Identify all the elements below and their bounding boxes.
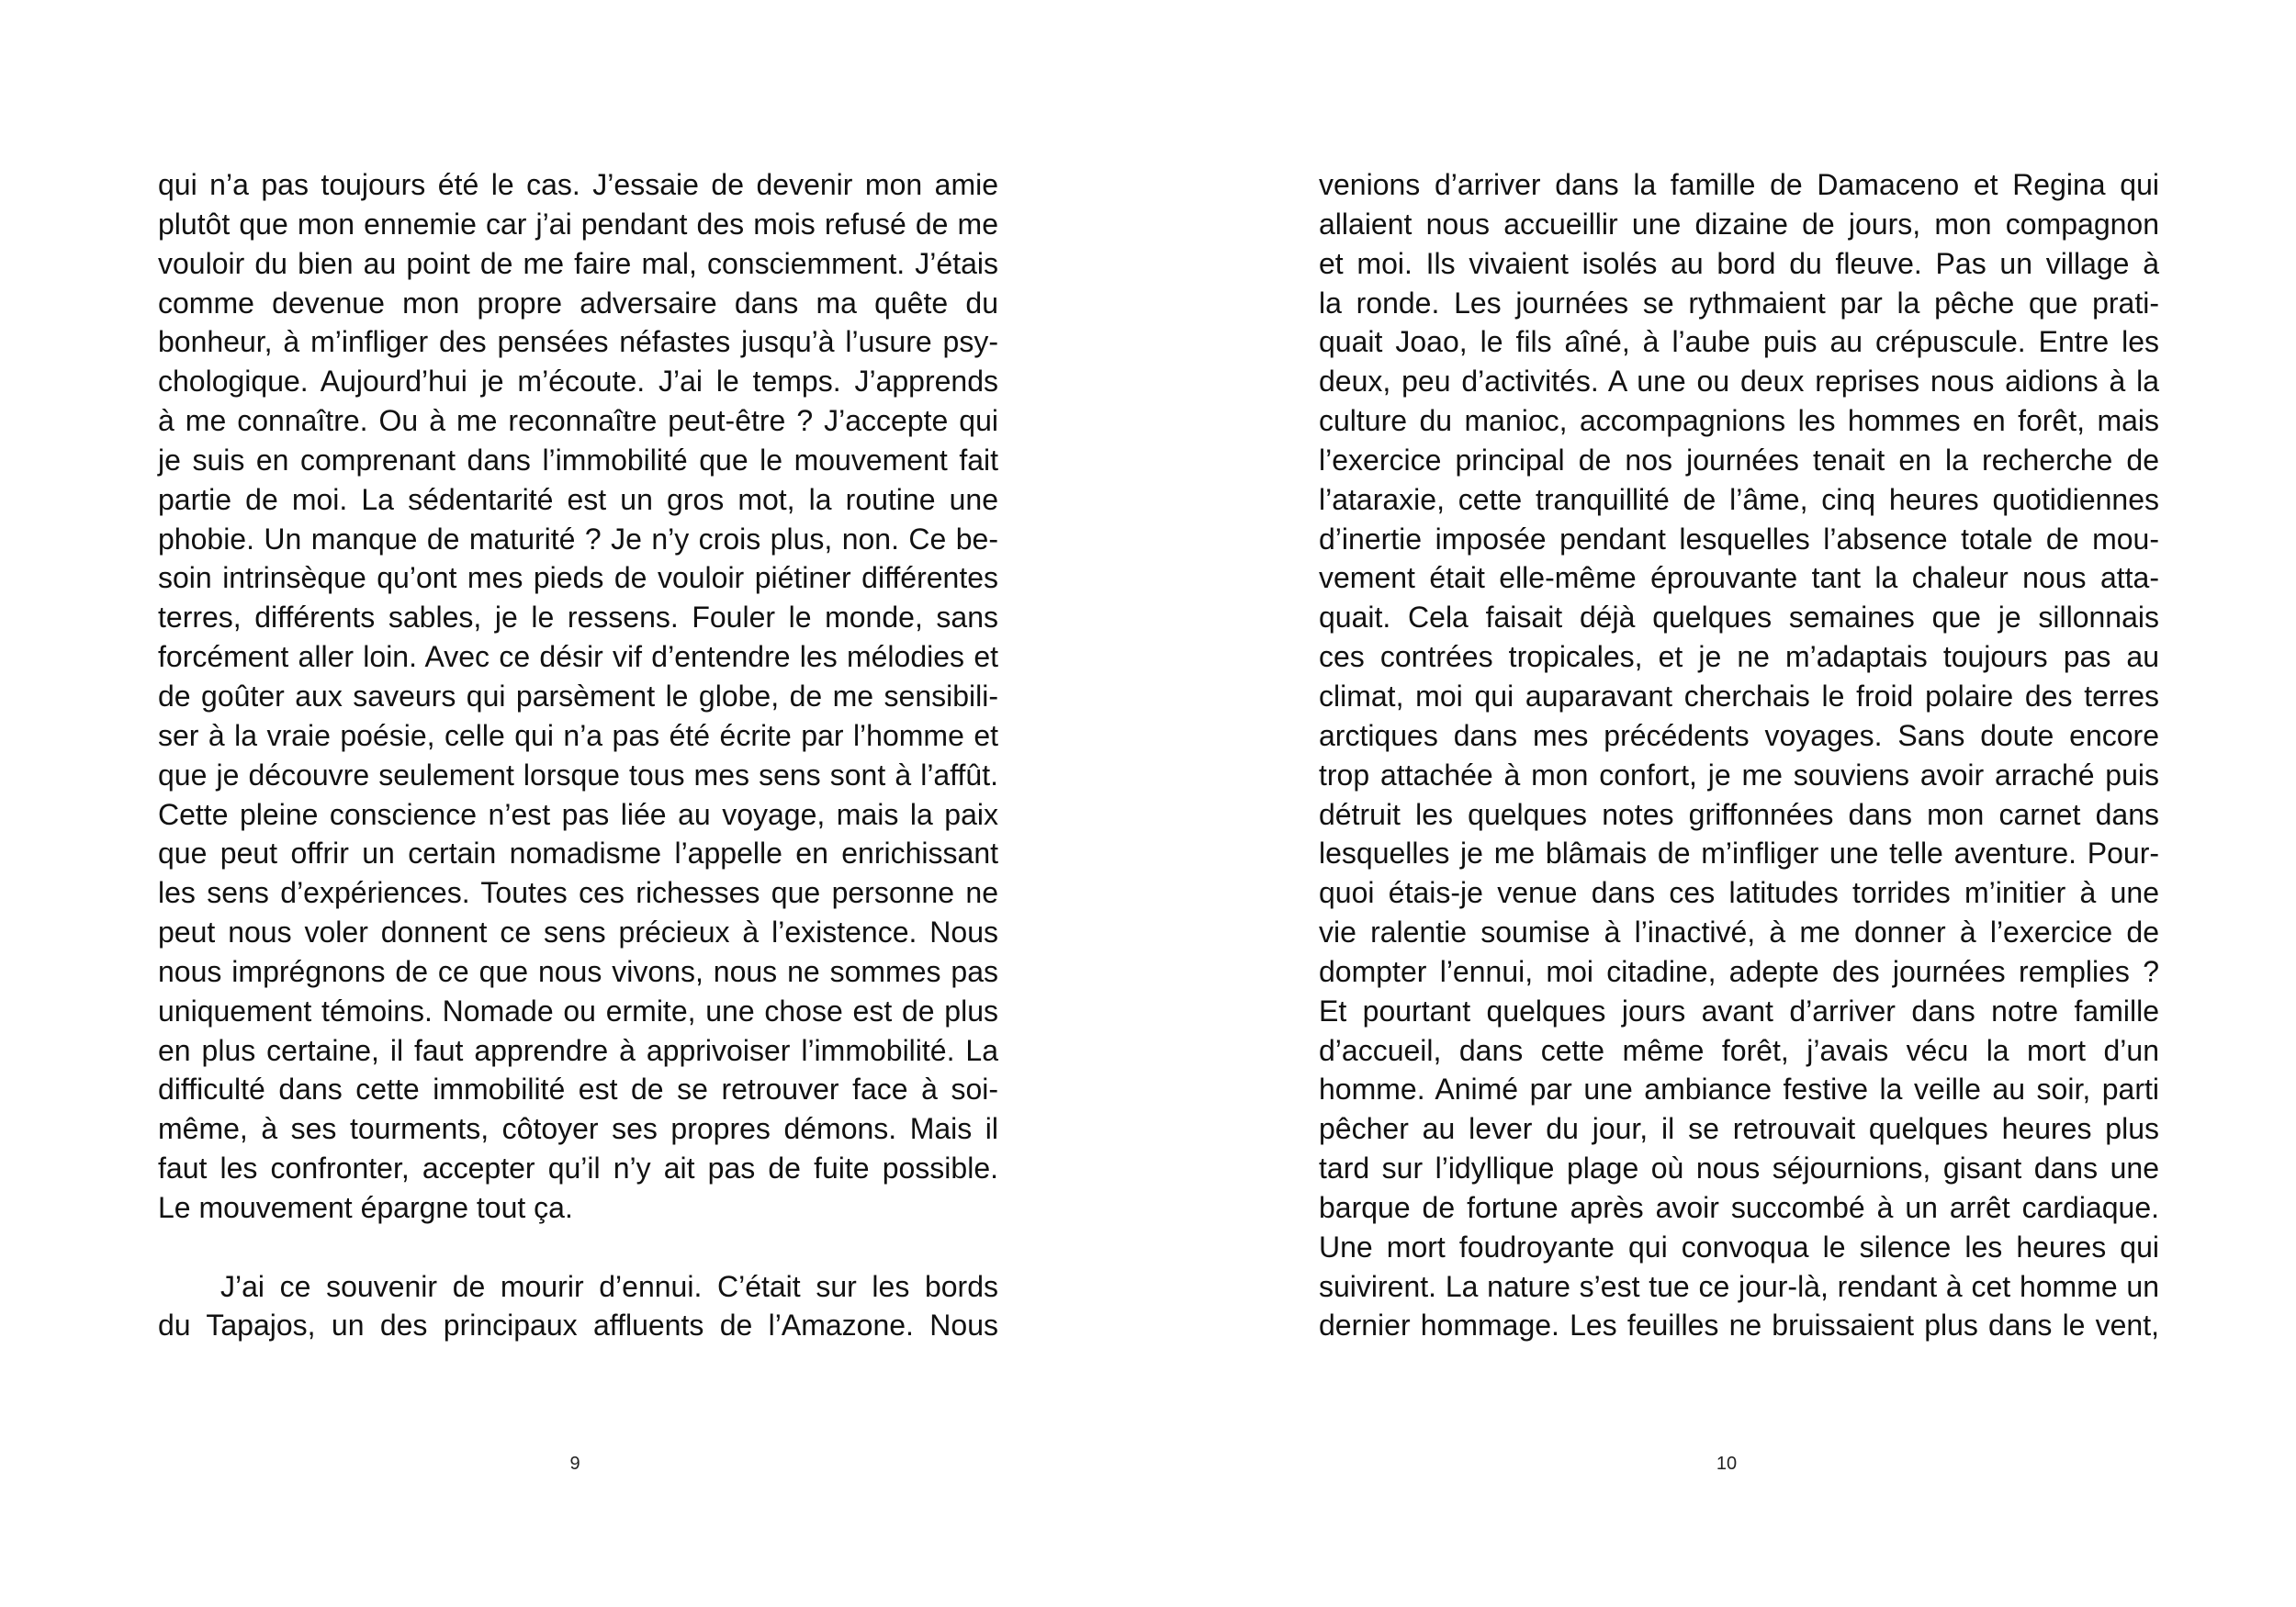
- text-line: même, à ses tourments, côtoyer ses propres démons. Mais il: [158, 1112, 998, 1146]
- text-line: à me connaître. Ou à me reconnaître peut-être ? J’accepte qui: [158, 404, 998, 438]
- text-line: en plus certaine, il faut apprendre à apprivoiser l’immobilité. La: [158, 1033, 998, 1067]
- text-line: nous imprégnons de ce que nous vivons, nous ne sommes pas: [158, 954, 998, 988]
- text-line: forcément aller loin. Avec ce désir vif d’entendre les mélodies et: [158, 640, 998, 674]
- text-line: dernier hommage. Les feuilles ne bruissaient plus dans le vent,: [1319, 1309, 2159, 1343]
- text-line: homme. Animé par une ambiance festive la veille au soir, parti: [1319, 1073, 2159, 1107]
- text-line: soin intrinsèque qu’ont mes pieds de vouloir piétiner différentes: [158, 561, 998, 595]
- text-line: allaient nous accueillir une dizaine de jours, mon compagnon: [1319, 207, 2159, 241]
- text-line: la ronde. Les journées se rythmaient par la pêche que prati-: [1319, 286, 2159, 320]
- text-line: d’accueil, dans cette même forêt, j’avais vécu la mort d’un: [1319, 1033, 2159, 1067]
- text-line: vie ralentie soumise à l’inactivé, à me donner à l’exercice de: [1319, 916, 2159, 950]
- text-line: chologique. Aujourd’hui je m’écoute. J’ai le temps. J’apprends: [158, 365, 998, 399]
- text-line: quait Joao, le fils aîné, à l’aube puis au crépuscule. Entre les: [1319, 325, 2159, 359]
- text-line: bonheur, à m’infliger des pensées néfastes jusqu’à l’usure psy-: [158, 325, 998, 359]
- text-line: arctiques dans mes précédents voyages. Sans doute encore: [1319, 718, 2159, 752]
- text-line: Une mort foudroyante qui convoqua le silence les heures qui: [1319, 1230, 2159, 1264]
- text-line: que peut offrir un certain nomadisme l’appelle en enrichissant: [158, 837, 998, 871]
- text-line: quait. Cela faisait déjà quelques semaines que je sillonnais: [1319, 601, 2159, 635]
- text-line: quoi étais-je venue dans ces latitudes torrides m’initier à une: [1319, 876, 2159, 910]
- text-line: faut les confronter, accepter qu’il n’y ait pas de fuite possible.: [158, 1152, 998, 1186]
- text-line: d’inertie imposée pendant lesquelles l’absence totale de mou-: [1319, 522, 2159, 556]
- text-line: tard sur l’idyllique plage où nous séjournions, gisant dans une: [1319, 1152, 2159, 1186]
- text-line: ces contrées tropicales, et je ne m’adaptais toujours pas au: [1319, 640, 2159, 674]
- text-line: l’exercice principal de nos journées tenait en la recherche de: [1319, 443, 2159, 477]
- text-line: terres, différents sables, je le ressens. Fouler le monde, sans: [158, 601, 998, 635]
- text-line: trop attachée à mon confort, je me souviens avoir arraché puis: [1319, 758, 2159, 792]
- right-page-text: [1319, 165, 2159, 1345]
- text-line: deux, peu d’activités. A une ou deux reprises nous aidions à la: [1319, 365, 2159, 399]
- text-line: suivirent. La nature s’est tue ce jour-là, rendant à cet homme un: [1319, 1269, 2159, 1303]
- page-number: 10: [1716, 1454, 1738, 1474]
- paragraph-gap: [158, 1228, 998, 1267]
- text-line: lesquelles je me blâmais de m’infliger une telle aventure. Pour-: [1319, 837, 2159, 871]
- text-line: de goûter aux saveurs qui parsèment le globe, de me sensibili-: [158, 679, 998, 713]
- text-line: phobie. Un manque de maturité ? Je n’y crois plus, non. Ce be-: [158, 522, 998, 556]
- text-line: que je découvre seulement lorsque tous mes sens sont à l’affût.: [158, 758, 998, 792]
- text-line: qui n’a pas toujours été le cas. J’essaie de devenir mon amie: [158, 168, 998, 201]
- text-line: barque de fortune après avoir succombé à un arrêt cardiaque.: [1319, 1190, 2159, 1224]
- text-line: du Tapajos, un des principaux affluents de l’Amazone. Nous: [158, 1309, 998, 1343]
- text-line: difficulté dans cette immobilité est de se retrouver face à soi-: [158, 1073, 998, 1107]
- text-line: l’ataraxie, cette tranquillité de l’âme, cinq heures quotidiennes: [1319, 482, 2159, 516]
- text-line: Le mouvement épargne tout ça.: [158, 1190, 573, 1224]
- text-line: culture du manioc, accompagnions les hommes en forêt, mais: [1319, 404, 2159, 438]
- text-line: J’ai ce souvenir de mourir d’ennui. C’était sur les bords: [220, 1269, 998, 1303]
- text-line: uniquement témoins. Nomade ou ermite, une chose est de plus: [158, 994, 998, 1028]
- text-line: partie de moi. La sédentarité est un gros mot, la routine une: [158, 482, 998, 516]
- text-line: comme devenue mon propre adversaire dans ma quête du: [158, 286, 998, 320]
- text-line: vement était elle-même éprouvante tant la chaleur nous atta-: [1319, 561, 2159, 595]
- text-line: détruit les quelques notes griffonnées dans mon carnet dans: [1319, 797, 2159, 831]
- text-line: peut nous voler donnent ce sens précieux à l’existence. Nous: [158, 916, 998, 950]
- text-line: et moi. Ils vivaient isolés au bord du fleuve. Pas un village à: [1319, 246, 2159, 280]
- text-line: les sens d’expériences. Toutes ces richesses que personne ne: [158, 876, 998, 910]
- text-line: ser à la vraie poésie, celle qui n’a pas été écrite par l’homme et: [158, 718, 998, 752]
- text-line: dompter l’ennui, moi citadine, adepte des journées remplies ?: [1319, 954, 2159, 988]
- page-number: 9: [569, 1454, 580, 1474]
- right-page: [1148, 0, 2296, 1607]
- text-line: venions d’arriver dans la famille de Damaceno et Regina qui: [1319, 168, 2159, 201]
- text-line: pêcher au lever du jour, il se retrouvait quelques heures plus: [1319, 1112, 2159, 1146]
- text-line: vouloir du bien au point de me faire mal, consciemment. J’étais: [158, 246, 998, 280]
- text-line: Cette pleine conscience n’est pas liée au voyage, mais la paix: [158, 797, 998, 831]
- text-line: Et pourtant quelques jours avant d’arriver dans notre famille: [1319, 994, 2159, 1028]
- left-page-text: [158, 165, 998, 1345]
- text-line: plutôt que mon ennemie car j’ai pendant des mois refusé de me: [158, 207, 998, 241]
- text-line: je suis en comprenant dans l’immobilité que le mouvement fait: [158, 443, 998, 477]
- text-line: climat, moi qui auparavant cherchais le froid polaire des terres: [1319, 679, 2159, 713]
